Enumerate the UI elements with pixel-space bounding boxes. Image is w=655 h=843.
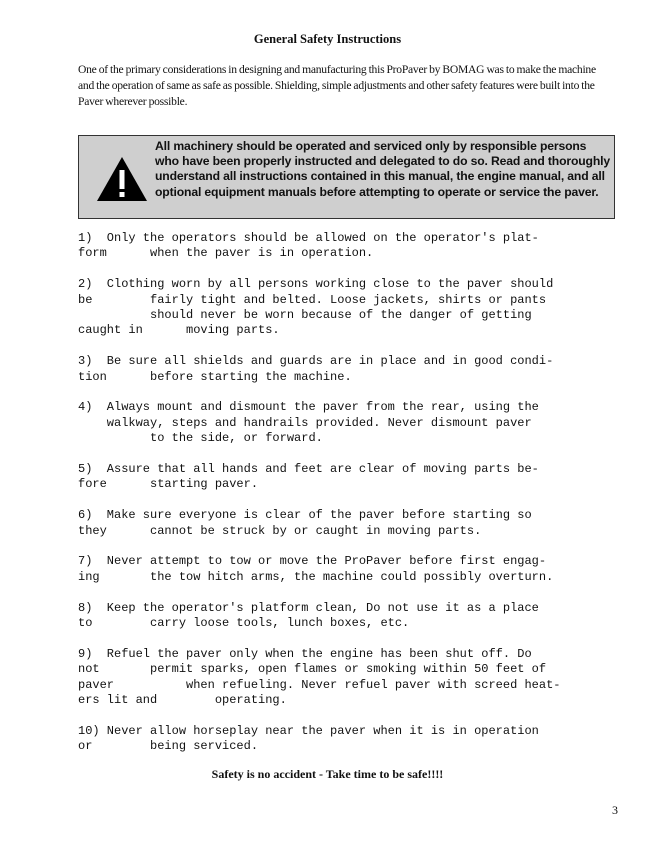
list-item: 4) Always mount and dismount the paver from the rear, using the walkway, steps and handrails provided. Never dismount paver to the side, or forward.: [78, 400, 539, 446]
warning-text: All machinery should be operated and serviced only by responsible persons who have been properly instructed and delegated to do so. Read and thoroughly understand all instructions contained in this manual, the engine manual, and all optional equipment manuals before attempting to operate or service the paver.: [155, 139, 611, 199]
intro-paragraph: One of the primary considerations in designing and manufacturing this ProPaver by BOMAG was to make the machine and the operation of same as safe as possible. Shielding, simple adjustments and other safety features were built into the Paver wherever possible.: [78, 63, 596, 108]
safety-instructions-list: [78, 231, 638, 770]
list-item: 9) Refuel the paver only when the engine has been shut off. Do not permit sparks, open flames or smoking within 50 feet of paver when refueling. Never refuel paver with screed heat- ers lit and operating.: [78, 646, 561, 708]
warning-triangle-icon: [96, 156, 148, 202]
list-item: 2) Clothing worn by all persons working close to the paver should be fairly tight and belted. Loose jackets, shirts or pants should never be worn because of the danger of getting caught in moving parts.: [78, 277, 554, 338]
list-item: 10) Never allow horseplay near the paver when it is in operation or being serviced.: [78, 723, 539, 754]
page-title: General Safety Instructions: [253, 32, 402, 46]
list-item: 8) Keep the operator's platform clean, Do not use it as a place to carry loose tools, lunch boxes, etc.: [78, 600, 539, 631]
warning-box: [78, 135, 615, 219]
page-number: 3: [612, 803, 618, 817]
list-item: 1) Only the operators should be allowed on the operator's plat- form when the paver is in operation.: [78, 231, 539, 261]
list-item: 6) Make sure everyone is clear of the paver before starting so they cannot be struck by or caught in moving parts.: [78, 508, 532, 538]
list-item: 7) Never attempt to tow or move the ProPaver before first engag- ing the tow hitch arms, the machine could possibly overturn.: [78, 554, 554, 584]
list-item: 3) Be sure all shields and guards are in place and in good condi- tion before starting the machine.: [78, 354, 554, 384]
list-item: 5) Assure that all hands and feet are clear of moving parts be- fore starting paver.: [78, 462, 539, 492]
footer-slogan: Safety is no accident - Take time to be safe!!!!: [211, 767, 444, 781]
